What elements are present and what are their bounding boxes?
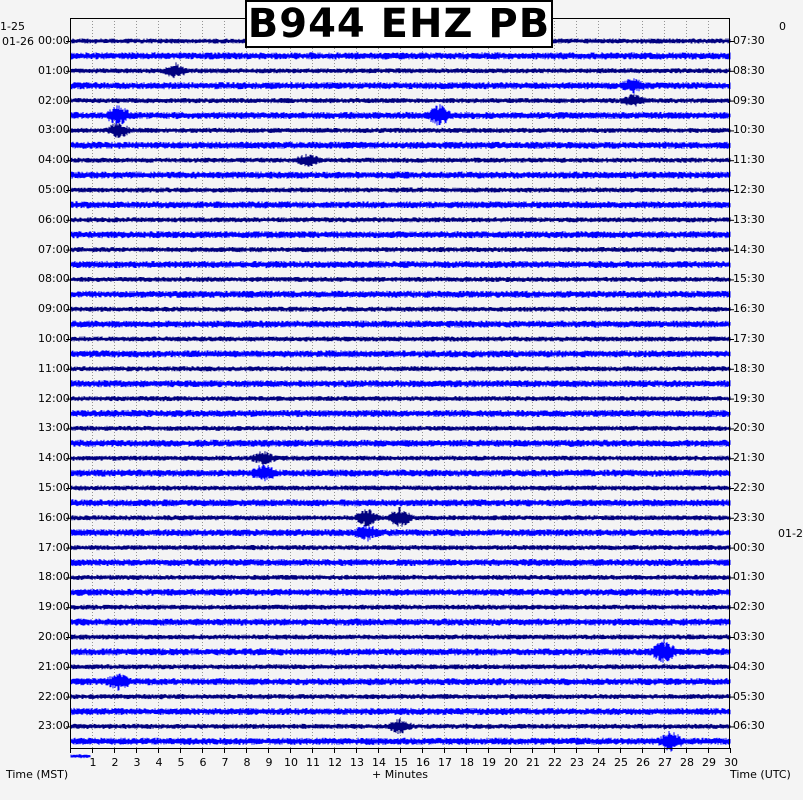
right-time-label: 12:30 (733, 183, 765, 196)
left-time-label: 21:00 (38, 659, 70, 673)
left-time-label: 09:00 (38, 302, 70, 316)
x-tick-label: 15 (394, 756, 408, 769)
left-time-label: 15:00 (38, 481, 70, 494)
trace-row (71, 605, 730, 610)
left-time-label: 03:00 (38, 123, 70, 137)
x-tick-label: 27 (658, 756, 672, 769)
trace-row (71, 277, 730, 282)
trace-row (71, 307, 730, 312)
left-time-label: 01:00 (38, 63, 70, 77)
trace-row (71, 154, 730, 167)
trace-row (71, 499, 730, 506)
right-time-label: 02:30 (733, 600, 765, 614)
trace-row (71, 78, 730, 93)
trace-row (71, 664, 730, 669)
trace-row (71, 708, 730, 715)
trace-row (71, 559, 730, 566)
trace-row (71, 589, 730, 596)
right-time-label: 08:30 (733, 63, 765, 77)
x-tick-label: 12 (328, 756, 342, 769)
x-tick-label: 20 (504, 756, 518, 769)
right-time-label: 21:30 (733, 451, 765, 465)
left-time-label: 19:00 (38, 600, 70, 614)
x-tick-label: 3 (133, 756, 141, 769)
left-time-label: 20:00 (38, 630, 70, 643)
trace-row (71, 575, 730, 580)
x-tick-label: 17 (438, 756, 452, 769)
left-time-label: 14:00 (38, 451, 70, 465)
trace-row (71, 350, 730, 357)
x-tick-label: 14 (372, 756, 386, 769)
x-tick-label: 1 (89, 756, 97, 769)
x-tick-label: 4 (155, 756, 163, 769)
right-time-label: 00:30 (733, 540, 765, 554)
left-time-label: 16:00 (38, 510, 70, 524)
next-date-label: 01-2 (778, 527, 803, 540)
right-time-label: 19:30 (733, 391, 765, 405)
x-tick-label: 30 (724, 756, 738, 769)
right-time-label: 15:30 (733, 272, 765, 286)
x-tick-label: 16 (416, 756, 430, 769)
x-tick-label: 18 (460, 756, 474, 769)
left-time-label: 11:00 (38, 361, 70, 375)
left-time-label: 04:00 (38, 153, 70, 167)
trace-row (71, 247, 730, 252)
x-tick-label: 7 (221, 756, 229, 769)
x-tick-label: 6 (199, 756, 207, 769)
left-time-label: 06:00 (38, 212, 70, 226)
trace-row (71, 172, 730, 179)
chart-title: B944 EHZ PB (247, 1, 551, 47)
left-time-label: 18:00 (38, 570, 70, 584)
trace-row (71, 694, 730, 699)
right-time-label: 14:30 (733, 242, 765, 256)
left-time-label: 13:00 (38, 421, 70, 435)
left-time-label: 08:00 (38, 272, 70, 286)
trace-row (71, 187, 730, 192)
trace-row (71, 718, 730, 734)
trace-row (71, 674, 730, 691)
trace-row (71, 396, 730, 401)
right-time-label: 13:30 (733, 212, 765, 226)
left-axis-title: Time (MST) (6, 768, 69, 781)
x-tick-label: 23 (570, 756, 584, 769)
left-time-label: 02:00 (38, 93, 70, 107)
trace-row (71, 426, 730, 431)
x-tick-label: 21 (526, 756, 540, 769)
left-time-label: 10:00 (38, 332, 70, 345)
trace-row (71, 634, 730, 639)
prev-date-label-right: 0 (779, 20, 786, 33)
right-time-label: 10:30 (733, 123, 765, 137)
trace-row (71, 440, 730, 447)
trace-row (71, 525, 730, 542)
x-tick-label: 25 (614, 756, 628, 769)
x-tick-label: 19 (482, 756, 496, 769)
x-tick-label: 13 (350, 756, 364, 769)
right-time-label: 23:30 (733, 510, 765, 524)
right-time-label: 05:30 (733, 689, 765, 703)
x-tick-label: 8 (243, 756, 251, 769)
x-tick-label: 9 (265, 756, 273, 769)
trace-row (71, 507, 730, 527)
x-tick-label: 24 (592, 756, 606, 769)
left-time-label: 00:00 (38, 34, 70, 47)
x-tick-label: 22 (548, 756, 562, 769)
right-time-label: 07:30 (733, 34, 765, 47)
trace-row (71, 545, 730, 550)
x-tick-label: 26 (636, 756, 650, 769)
right-time-label: 18:30 (733, 361, 765, 375)
trace-row (71, 291, 730, 298)
right-time-label: 22:30 (733, 481, 765, 494)
left-time-label: 23:00 (38, 719, 70, 733)
trace-row (71, 217, 730, 222)
right-time-label: 09:30 (733, 93, 765, 107)
right-time-label: 20:30 (733, 421, 765, 435)
trace-row (71, 380, 730, 387)
right-time-label: 01:30 (733, 570, 765, 584)
left-time-label: 05:00 (38, 183, 70, 196)
right-time-label: 04:30 (733, 659, 765, 673)
right-axis-title: Time (UTC) (730, 768, 791, 781)
trace-row (71, 52, 730, 59)
trace-row (71, 465, 730, 481)
bottom-axis-title: + Minutes (372, 768, 429, 781)
left-time-label: 12:00 (38, 391, 70, 405)
seismic-traces (71, 38, 730, 758)
x-tick-label: 29 (702, 756, 716, 769)
right-time-label: 06:30 (733, 719, 765, 733)
trace-row-partial (71, 754, 90, 758)
trace-row (71, 261, 730, 268)
x-tick-label: 2 (111, 756, 119, 769)
x-tick-label: 28 (680, 756, 694, 769)
current-date-label: 01-26 (2, 35, 34, 48)
x-tick-label: 5 (177, 756, 185, 769)
x-tick-label: 10 (284, 756, 298, 769)
trace-row (71, 104, 730, 125)
right-time-label: 17:30 (733, 332, 765, 345)
trace-row (71, 410, 730, 417)
trace-row (71, 619, 730, 626)
title-box (245, 0, 553, 48)
right-time-label: 11:30 (733, 153, 765, 167)
right-time-label: 16:30 (733, 302, 765, 316)
x-tick-label: 11 (306, 756, 320, 769)
left-time-label: 07:00 (38, 242, 70, 256)
right-time-label: 03:30 (733, 630, 765, 643)
prev-date-label: 1-25 (0, 20, 25, 33)
trace-row (71, 336, 730, 341)
left-time-label: 17:00 (38, 540, 70, 554)
left-time-label: 22:00 (38, 689, 70, 703)
